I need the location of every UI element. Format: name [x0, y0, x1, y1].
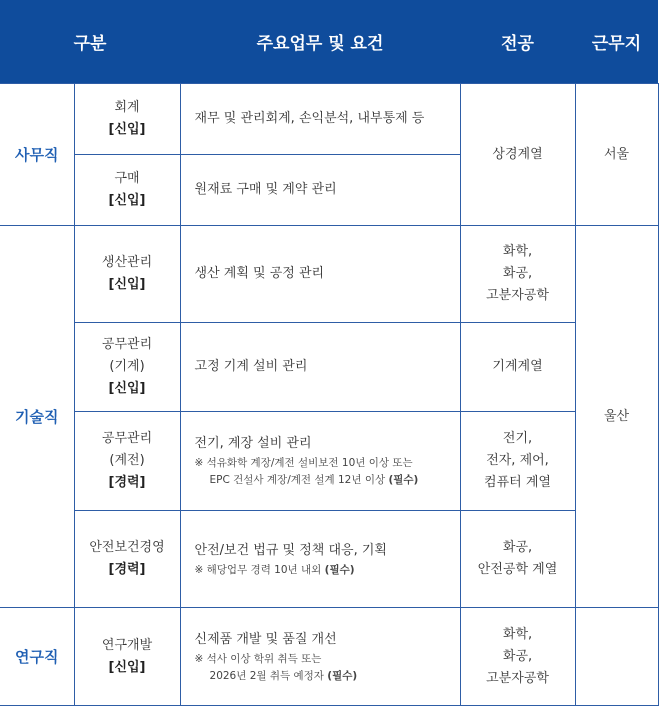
job-kind-detail: (기계): [109, 359, 145, 374]
duty-text: 원재료 구매 및 계약 관리: [194, 182, 337, 197]
location-tech: 울산: [575, 226, 658, 608]
duty-note: [195, 562, 460, 579]
job-level: [신입]: [108, 381, 146, 396]
job-kind-cell: [74, 412, 180, 511]
duty-text: 재무 및 관리회계, 손익분석, 내부통제 등: [194, 111, 425, 126]
header-category: 구분: [0, 0, 180, 84]
duty-note-cont: [195, 668, 460, 685]
duty-text: 신제품 개발 및 품질 개선: [194, 631, 337, 647]
job-kind: 공무관리: [101, 337, 153, 352]
major-line: 화공,: [502, 540, 533, 555]
table-row: [0, 511, 658, 608]
table-row: [0, 226, 658, 323]
job-level: [경력]: [108, 475, 146, 490]
major-safety: [460, 511, 575, 608]
duty-note-cont: [195, 472, 460, 489]
duty-text: 고정 기계 설비 관리: [194, 359, 308, 374]
duty-note-text: EPC 건설사 계장/계전 설계 12년 이상: [209, 474, 389, 486]
job-kind-cell: [74, 226, 180, 323]
location-research-continued: [575, 608, 658, 706]
job-kind-cell: [74, 155, 180, 226]
job-kind-cell: [74, 84, 180, 155]
duty-text: 생산 계획 및 공정 관리: [194, 266, 325, 281]
table-row: [0, 323, 658, 412]
job-level: [신입]: [108, 122, 146, 137]
table-row: [0, 608, 658, 706]
major-line: 전자, 제어,: [486, 453, 549, 468]
header-location: 근무지: [575, 0, 658, 84]
job-kind: 생산관리: [101, 255, 153, 270]
duty-text: 안전/보건 법규 및 정책 대응, 기획: [194, 542, 387, 558]
job-kind: 구매: [114, 171, 140, 186]
table-row: [0, 84, 658, 155]
major-office: 상경계열: [460, 84, 575, 226]
duty-cell: [180, 226, 460, 323]
table-row: [0, 412, 658, 511]
major-research: [460, 608, 575, 706]
location-office: 서울: [575, 84, 658, 226]
job-level: [신입]: [108, 277, 146, 292]
major-line: 전기,: [502, 431, 533, 446]
duty-cell: [180, 608, 460, 706]
job-kind: 공무관리: [101, 431, 153, 446]
major-mech: 기계계열: [460, 323, 575, 412]
duty-cell: [180, 84, 460, 155]
duty-text: 전기, 계장 설비 관리: [194, 436, 312, 451]
duty-cell: [180, 511, 460, 608]
duty-cell: [180, 412, 460, 511]
table-header-row: [0, 0, 658, 84]
header-major: 전공: [460, 0, 575, 84]
group-tech: 기술직: [0, 226, 74, 608]
header-duties: 주요업무 및 요건: [180, 0, 460, 84]
major-line: 안전공학 계열: [477, 562, 558, 577]
major-line: 컴퓨터 계열: [484, 475, 551, 490]
group-research: 연구직: [0, 608, 74, 706]
group-office: 사무직: [0, 84, 74, 226]
major-elec: [460, 412, 575, 511]
job-level: [경력]: [108, 562, 146, 577]
job-kind-detail: (계전): [109, 453, 145, 468]
job-kind-cell: [74, 323, 180, 412]
duty-note-text: 2026년 2월 취득 예정자: [209, 669, 328, 682]
duty-cell: [180, 323, 460, 412]
major-line: 화공,: [502, 266, 533, 281]
major-line: 화학,: [502, 626, 533, 642]
job-level: [신입]: [108, 659, 146, 675]
duty-note-text: ※ 해당업무 경력 10년 내외: [194, 563, 325, 576]
duty-cell: [180, 155, 460, 226]
major-production: [460, 226, 575, 323]
major-line: 고분자공학: [486, 288, 549, 303]
required-mark: (필수): [324, 563, 355, 576]
major-line: 고분자공학: [486, 670, 549, 686]
job-level: [신입]: [108, 193, 146, 208]
job-kind-cell: [74, 608, 180, 706]
job-kind: 안전보건경영: [89, 540, 165, 555]
major-line: 화학,: [502, 244, 533, 259]
duty-note: ※ 석사 이상 학위 취득 또는: [194, 652, 322, 665]
major-line: 화공,: [502, 648, 533, 664]
job-kind-cell: [74, 511, 180, 608]
job-kind: 연구개발: [101, 637, 153, 653]
job-kind: 회계: [114, 100, 140, 115]
required-mark: (필수): [327, 669, 358, 682]
duty-note: ※ 석유화학 계장/계전 설비보전 10년 이상 또는: [194, 457, 413, 469]
required-mark: (필수): [388, 474, 419, 486]
